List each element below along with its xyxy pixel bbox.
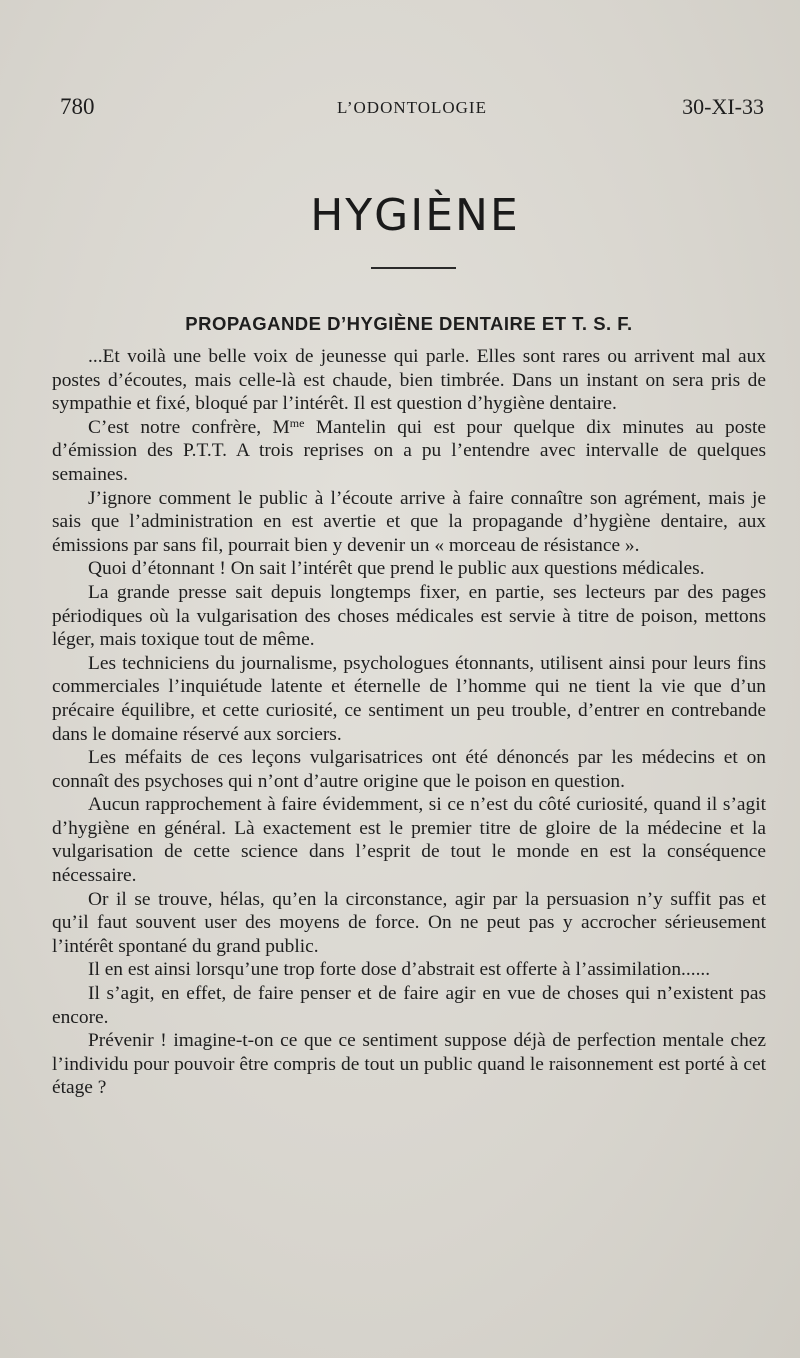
page-number: 780 <box>60 94 95 119</box>
paragraph-6: Les techniciens du journalisme, psychologues étonnants, utilisent ainsi pour leurs fins commerciales l’inquiétude latente et éternelle de l’homme qui ne tient la vie que d’un précaire équilibre, et cette curiosité, ce sentiment un peu trouble, d’entrer en contrebande dans le domaine réservé aux sorciers. <box>52 652 766 745</box>
paragraph-3: J’ignore comment le public à l’écoute arrive à faire connaître son agrément, mais je sais que l’administration en est avertie et que la propagande d’hygiène dentaire, aux émissions par sans fil, pourrait bien y devenir un « morceau de résistance ». <box>52 487 766 556</box>
paragraph-5: La grande presse sait depuis longtemps fixer, en partie, ses lecteurs par des pages périodiques où la vulgarisation des choses médicales est servie à titre de poison, mettons léger, mais toxique tout de même. <box>52 581 766 651</box>
superscript-me: me <box>289 415 305 430</box>
paragraph-10: Il en est ainsi lorsqu’une trop forte dose d’abstrait est offerte à l’assimilation...... <box>88 959 711 981</box>
running-head <box>60 94 764 124</box>
article-body <box>52 345 766 1100</box>
paragraph-9: Or il se trouve, hélas, qu’en la circonstance, agir par la persuasion n’y suffit pas et qu’il faut souvent user des moyens de force. On ne peut pas y accrocher sérieusement l’intérêt spontané du grand public. <box>52 888 766 957</box>
paragraph-11: Il s’agit, en effet, de faire penser et de faire agir en vue de choses qui n’existent pas encore. <box>52 983 766 1028</box>
paragraph-1: ...Et voilà une belle voix de jeunesse qui parle. Elles sont rares ou arrivent mal aux postes d’écoutes, mais celle-là est chaude, bien timbrée. Dans un instant on sera pris de sympathie et fixé, bloqué par l’intérêt. Il est question d’hygiène dentaire. <box>52 346 766 415</box>
section-title: HYGIÈNE <box>310 190 520 241</box>
paragraph-12: Prévenir ! imagine-t-on ce que ce sentiment suppose déjà de perfection mentale chez l’individu pour pouvoir être compris de tout un public quand le raisonnement est porté à cet étage ? <box>52 1030 766 1099</box>
title-divider <box>371 267 456 269</box>
paragraph-8: Aucun rapprochement à faire évidemment, si ce n’est du côté curiosité, quand il s’agit d’hygiène en général. Là exactement est le premier titre de gloire de la médecine et la vulgarisation de cette science dans l’esprit de tout le monde en est la conséquence nécessaire. <box>52 794 766 887</box>
paragraph-2: C’est notre confrère, $M^{me}$ Mantelin qui est pour quelque dix minutes au poste d’émission des P.T.T. A trois reprises on a pu l’entendre avec intervalle de quelques semaines. <box>52 415 766 485</box>
issue-date: 30-XI-33 <box>682 94 764 119</box>
paragraph-7: Les méfaits de ces leçons vulgarisatrices ont été dénoncés par les médecins et on connaît des psychoses qui n’ont d’autre origine que le poison en question. <box>52 747 766 792</box>
article-title: PROPAGANDE D’HYGIÈNE DENTAIRE ET T. S. F. <box>185 313 633 334</box>
paragraph-4: Quoi d’étonnant ! On sait l’intérêt que prend le public aux questions médicales. <box>88 558 705 580</box>
journal-title: L’ODONTOLOGIE <box>337 98 487 117</box>
